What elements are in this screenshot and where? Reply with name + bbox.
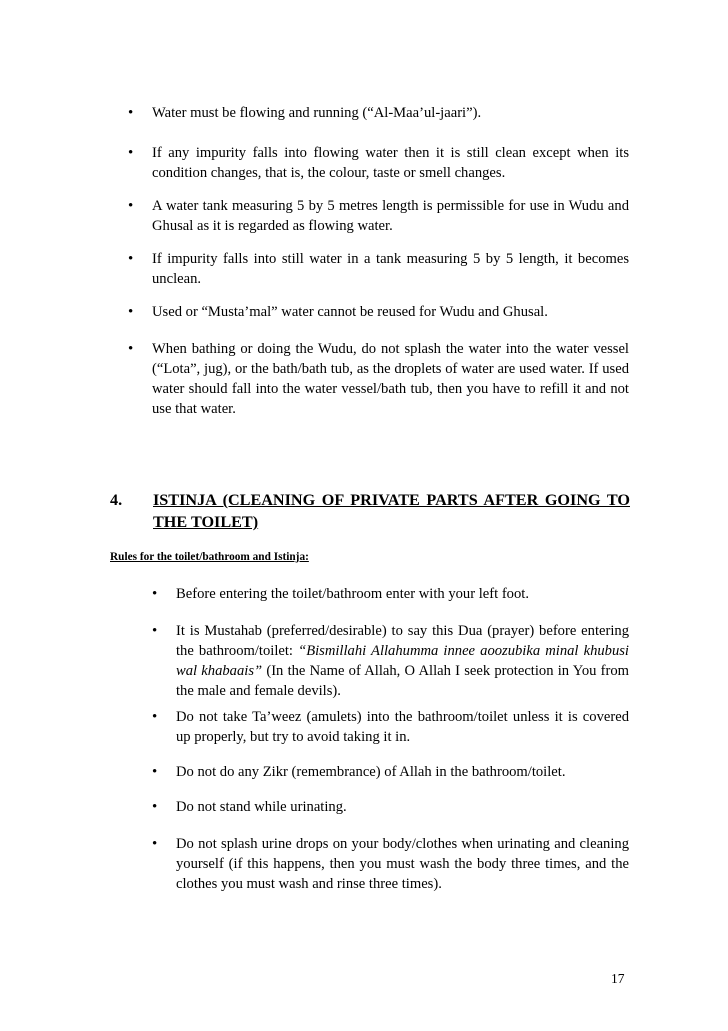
list-item — [128, 103, 629, 123]
list-item-text: Water must be flowing and running (“Al-Maa’ul-jaari”). — [152, 105, 482, 121]
bullet-icon: • — [152, 586, 158, 602]
list-item — [152, 707, 629, 747]
list-item — [128, 143, 629, 183]
list-item — [128, 339, 629, 419]
bullet-icon: • — [152, 799, 158, 815]
list-item-text: If impurity falls into still water in a tank measuring 5 by 5 length, it becomes unclean. — [152, 251, 629, 287]
bullet-icon: • — [128, 145, 134, 161]
bullet-icon: • — [152, 764, 158, 780]
list-item — [152, 797, 629, 817]
list-item-text: Do not do any Zikr (remembrance) of Allah in the bathroom/toilet. — [176, 764, 566, 780]
list-item-text: A water tank measuring 5 by 5 metres length is permissible for use in Wudu and Ghusal as it is regarded as flowing water. — [152, 198, 629, 234]
bullet-icon: • — [152, 623, 158, 639]
section-title: ISTINJA (CLEANING OF PRIVATE PARTS AFTER GOING TO THE TOILET) — [153, 491, 630, 531]
dua-translation-text: (In the Name of Allah, O Allah I seek protection in You from the male and female devils). — [176, 663, 630, 699]
list-item — [128, 196, 629, 236]
list-item — [152, 762, 629, 782]
list-item-text: Used or “Musta’mal” water cannot be reused for Wudu and Ghusal. — [152, 304, 548, 320]
dua-intro-text: It is Mustahab (preferred/desirable) to say this Dua (prayer) before entering the bathroom/toilet: — [176, 623, 629, 659]
bullet-icon: • — [128, 198, 134, 214]
list-item-text: If any impurity falls into flowing water then it is still clean except when its condition changes, that is, the colour, taste or smell changes. — [152, 145, 629, 181]
bullet-icon: • — [128, 304, 134, 320]
bullet-icon: • — [128, 341, 134, 357]
list-item-text: When bathing or doing the Wudu, do not splash the water into the water vessel (“Lota”, jug), or the bath/bath tub, as the droplets of water are used water. If used water should fall into the water vessel/bath tub, then you have to refill it and not use that water. — [152, 341, 629, 417]
bullet-icon: • — [152, 836, 158, 852]
list-item — [152, 834, 629, 894]
section-number: 4. — [110, 491, 123, 509]
page-number: 17 — [611, 971, 625, 986]
bullet-icon: • — [128, 105, 134, 121]
bullet-icon: • — [152, 709, 158, 725]
list-item-text: Do not stand while urinating. — [176, 799, 347, 815]
list-item-text: Do not splash urine drops on your body/clothes when urinating and cleaning yourself (if this happens, then you must wash the body three times, and the clothes you must wash and rinse three times). — [176, 836, 629, 892]
list-item — [152, 621, 630, 701]
bullet-icon: • — [128, 251, 134, 267]
list-item — [128, 302, 629, 322]
list-item — [128, 249, 629, 289]
dua-text: “Bismillahi Allahumma innee aoozubika minal khubusi wal khabaais” — [176, 643, 629, 679]
list-item — [152, 584, 629, 604]
rules-heading: Rules for the toilet/bathroom and Istinja: — [110, 551, 309, 563]
list-item-text: Do not take Ta’weez (amulets) into the bathroom/toilet unless it is covered up properly, but try to avoid taking it in. — [176, 709, 629, 745]
list-item-text: Before entering the toilet/bathroom enter with your left foot. — [176, 586, 529, 602]
